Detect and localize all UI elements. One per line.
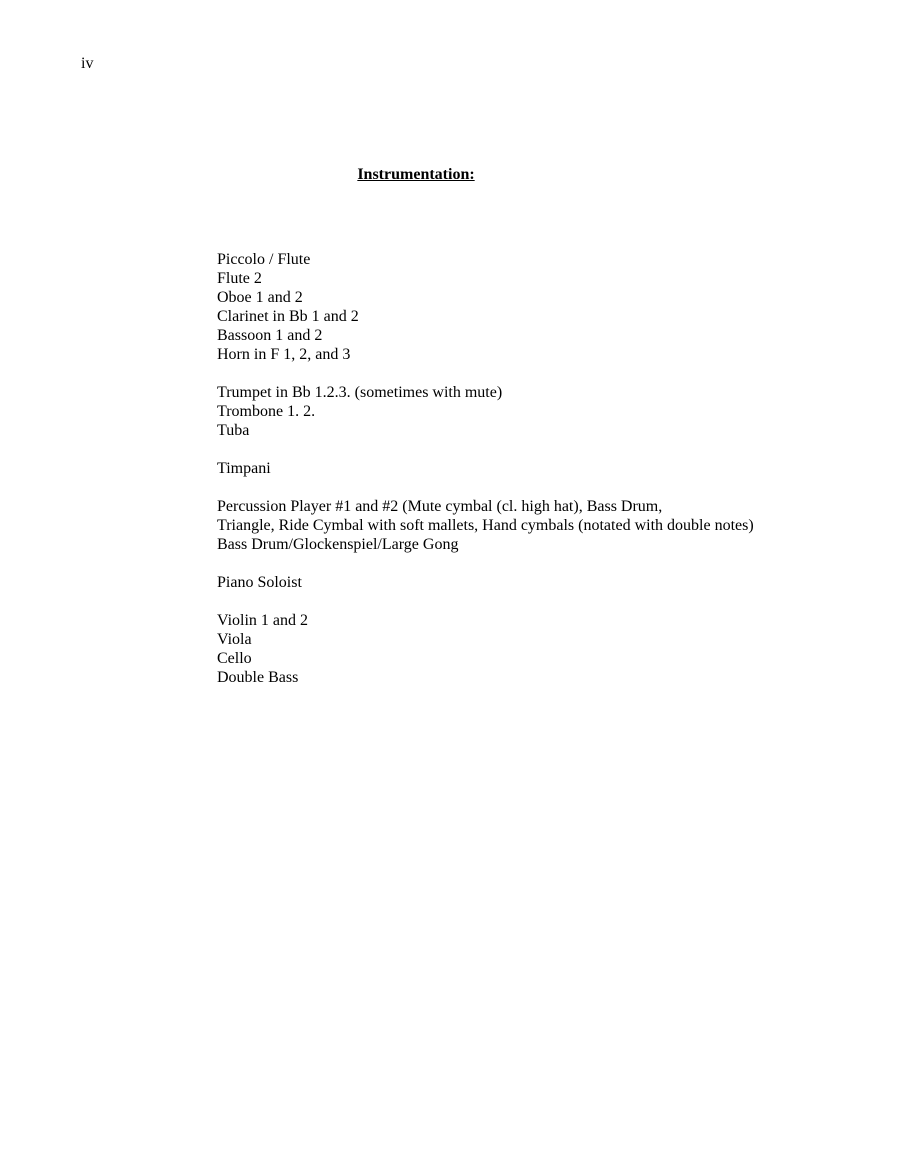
page-title: Instrumentation:	[357, 166, 475, 183]
woodwinds-horns-group	[217, 250, 857, 364]
instrument-line: Horn in F 1, 2, and 3	[217, 346, 351, 363]
percussion-group	[217, 497, 857, 554]
instrument-line: Bassoon 1 and 2	[217, 327, 323, 344]
instrument-line: Oboe 1 and 2	[217, 289, 303, 306]
instrument-line: Triangle, Ride Cymbal with soft mallets, Hand cymbals (notated with double notes)	[217, 517, 754, 534]
page-number: iv	[81, 55, 94, 72]
instrument-line: Flute 2	[217, 270, 262, 287]
piano-group	[217, 573, 857, 592]
instrument-line: Tuba	[217, 422, 250, 439]
instrument-line: Cello	[217, 650, 252, 667]
timpani-group	[217, 459, 857, 478]
instrument-line: Piano Soloist	[217, 574, 302, 591]
instrument-line: Trumpet in Bb 1.2.3. (sometimes with mute)	[217, 384, 503, 401]
instrument-line: Bass Drum/Glockenspiel/Large Gong	[217, 536, 459, 553]
instrument-line: Viola	[217, 631, 252, 648]
instrument-line: Piccolo / Flute	[217, 251, 311, 268]
instrument-line: Clarinet in Bb 1 and 2	[217, 308, 359, 325]
instrument-line: Double Bass	[217, 669, 299, 686]
instrument-line: Percussion Player #1 and #2 (Mute cymbal (cl. high hat), Bass Drum,	[217, 498, 663, 515]
instrument-line: Violin 1 and 2	[217, 612, 309, 629]
instrument-line: Timpani	[217, 460, 271, 477]
strings-group	[217, 611, 857, 687]
brass-group	[217, 383, 857, 440]
instrument-list	[217, 250, 857, 706]
instrument-line: Trombone 1. 2.	[217, 403, 316, 420]
